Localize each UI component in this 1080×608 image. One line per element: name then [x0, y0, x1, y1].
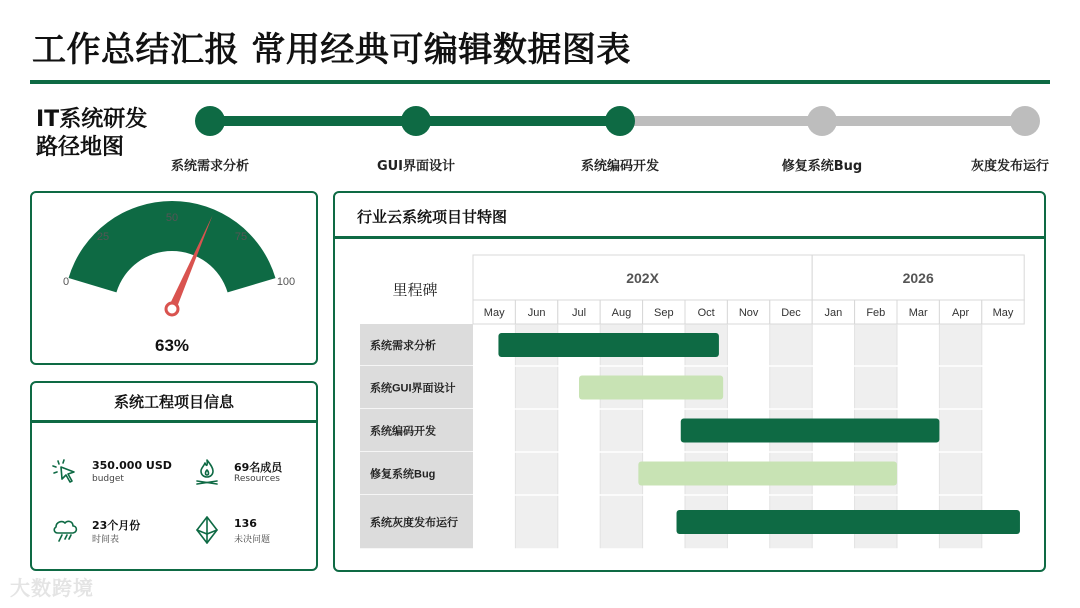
roadmap-milestone-dot — [195, 106, 225, 136]
gantt-year-label: 2026 — [902, 270, 934, 286]
roadmap-connector — [620, 116, 822, 126]
gantt-task-label: 系统GUI界面设计 — [370, 382, 456, 395]
gauge-tick-label: 50 — [165, 212, 179, 224]
gantt-month-label: Dec — [781, 307, 801, 319]
roadmap-connector — [822, 116, 1025, 126]
gantt-month-label: Aug — [611, 307, 632, 319]
roadmap-milestone-label: 系统编码开发 — [580, 159, 659, 174]
gantt-month-label: Jan — [824, 307, 843, 319]
roadmap-heading: IT系统研发路径地图 — [36, 107, 148, 160]
gauge-tick-label: 25 — [96, 231, 110, 243]
gantt-task-label: 系统编码开发 — [370, 425, 436, 438]
gauge-tick-label: 0 — [62, 276, 70, 288]
gantt-panel — [333, 191, 1046, 572]
gantt-month-label: Nov — [738, 307, 759, 319]
issues-label: 未决问题 — [234, 535, 271, 545]
roadmap-milestone-label: 修复系统Bug — [781, 159, 863, 174]
gantt-month-label: May — [992, 307, 1014, 319]
roadmap-milestone-label: 灰度发布运行 — [970, 159, 1049, 174]
timeline-value: 23个月份 — [92, 519, 141, 532]
gantt-chart — [335, 193, 1043, 569]
timeline-label: 时间表 — [92, 535, 120, 545]
cursor-click-icon — [50, 457, 80, 487]
roadmap-connector — [210, 116, 416, 126]
gantt-task-bar — [638, 462, 897, 486]
roadmap-milestone-dot — [807, 106, 837, 136]
gantt-column-stripe — [600, 324, 642, 549]
info-item-budget — [50, 457, 180, 493]
project-info-title: 系统工程项目信息 — [113, 393, 234, 411]
gauge-value: 63% — [154, 336, 190, 355]
gantt-month-label: Sep — [654, 307, 674, 319]
gauge-panel — [30, 191, 318, 365]
campfire-icon — [192, 457, 222, 487]
budget-value: 350.000 USD — [92, 459, 172, 472]
page-title: 工作总结汇报 常用经典可编辑数据图表 — [32, 30, 631, 70]
roadmap-connector — [416, 116, 620, 126]
gantt-month-label: Jul — [571, 307, 587, 319]
resources-value: 69名成员 — [234, 461, 283, 474]
gantt-task-label: 修复系统Bug — [370, 468, 436, 481]
roadmap-milestone-dot — [1010, 106, 1040, 136]
gantt-task-bar — [579, 376, 723, 400]
gantt-month-label: May — [483, 307, 505, 319]
roadmap-milestone-label: GUI界面设计 — [376, 159, 456, 174]
gantt-title: 行业云系统项目甘特图 — [357, 208, 508, 226]
info-item-resources — [192, 457, 322, 493]
gantt-task-label: 系统灰度发布运行 — [370, 517, 458, 529]
issues-value: 136 — [234, 517, 257, 530]
gauge-tick-label: 75 — [234, 231, 248, 243]
gantt-month-label: Mar — [908, 307, 928, 319]
roadmap-milestone-dot — [401, 106, 431, 136]
gantt-task-bar — [681, 419, 940, 443]
watermark: 大数跨境 — [10, 576, 94, 600]
info-item-timeline — [50, 515, 180, 551]
roadmap-milestone-label: 系统需求分析 — [170, 159, 249, 174]
project-info-panel — [30, 381, 318, 571]
storm-cloud-icon — [50, 515, 80, 545]
resources-label: Resources — [234, 474, 280, 484]
gantt-row-header: 里程碑 — [392, 282, 438, 299]
budget-gauge — [32, 193, 315, 362]
title-divider — [30, 80, 1050, 84]
gantt-task-label: 系统需求分析 — [370, 340, 436, 352]
project-info-divider — [32, 420, 316, 423]
gauge-tick-label: 100 — [276, 276, 296, 288]
gantt-month-label: Feb — [866, 307, 886, 319]
diamond-icon — [192, 515, 222, 545]
roadmap — [0, 100, 1080, 180]
gantt-year-label: 202X — [626, 270, 659, 286]
budget-label: budget — [92, 474, 124, 484]
gauge-needle-hub — [166, 303, 178, 315]
info-item-issues — [192, 515, 322, 551]
gantt-task-bar — [498, 333, 718, 357]
roadmap-milestone-dot — [605, 106, 635, 136]
gantt-column-stripe — [515, 324, 557, 549]
gantt-task-bar — [677, 510, 1020, 534]
gantt-month-label: Oct — [697, 307, 715, 319]
gantt-month-label: Jun — [527, 307, 546, 319]
gantt-month-label: Apr — [952, 307, 970, 319]
